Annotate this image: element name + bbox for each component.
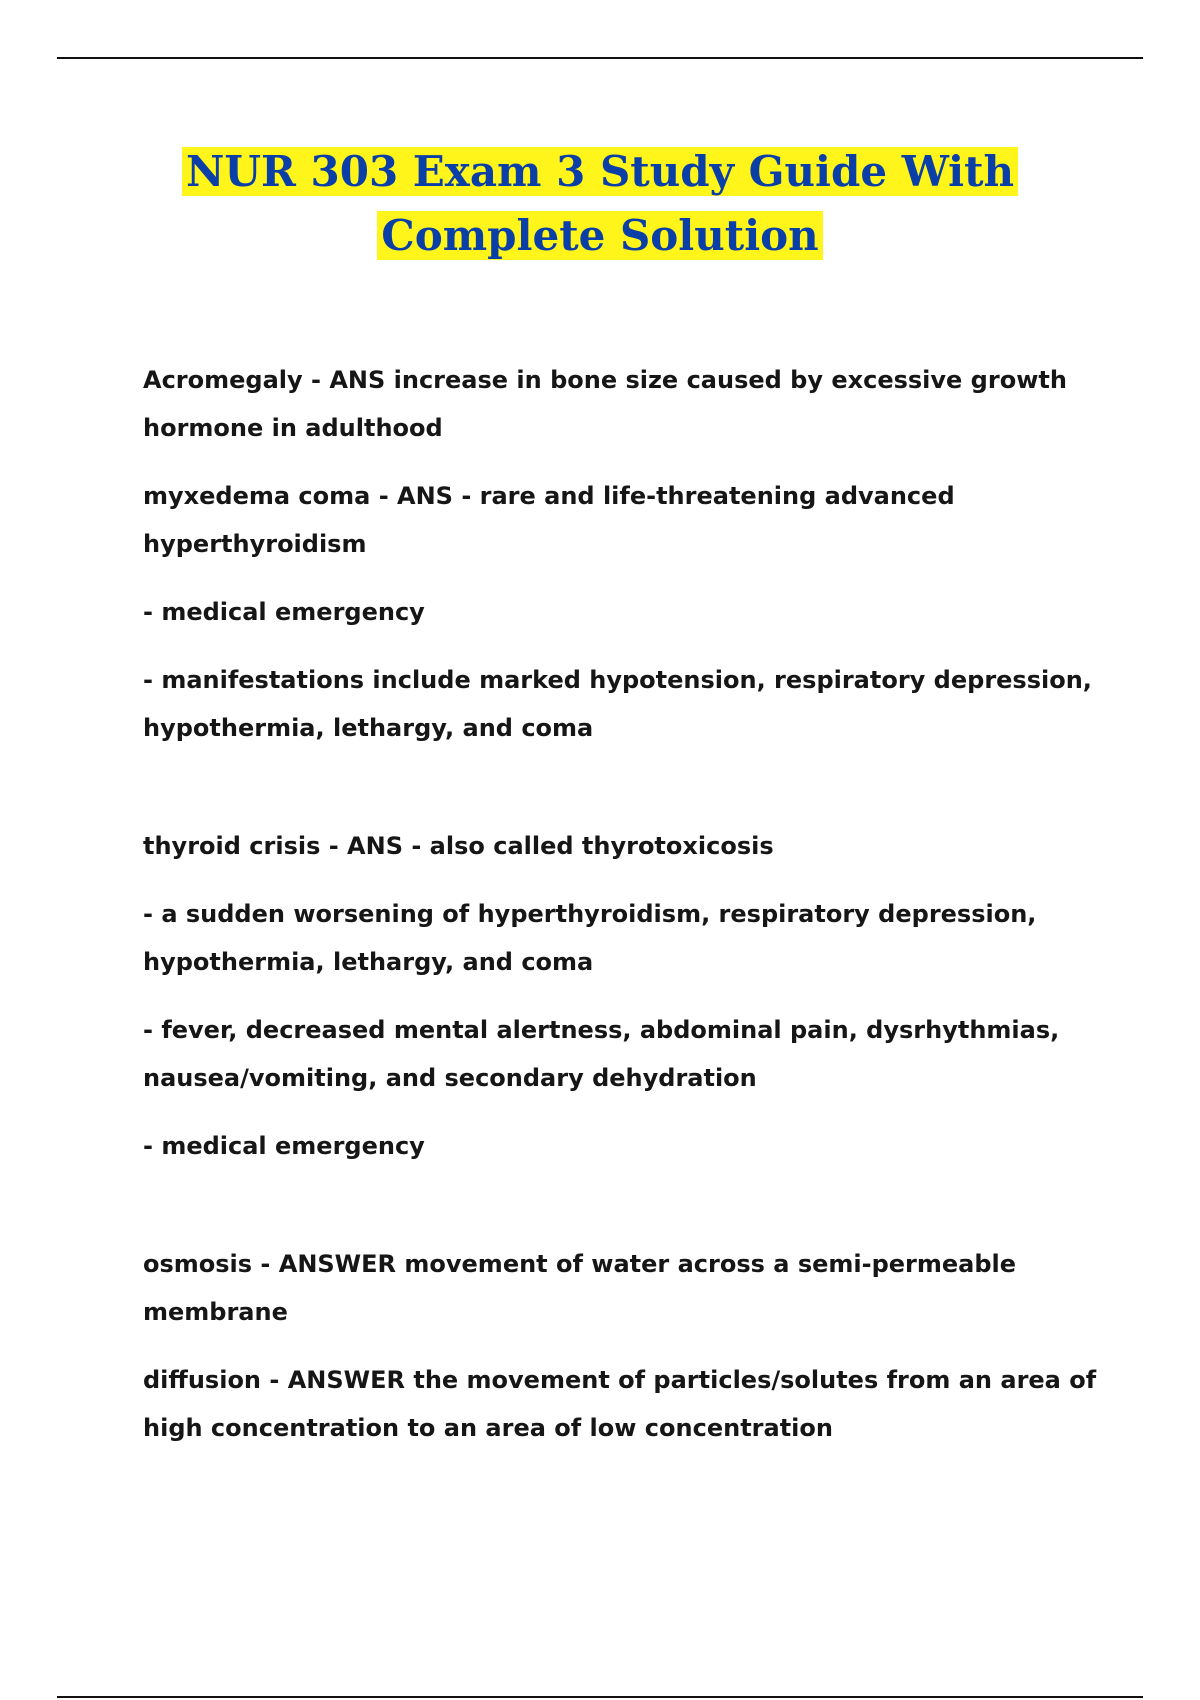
entry-myxedema-note-1: - medical emergency (143, 598, 425, 626)
document-title-line-2: Complete Solution (377, 211, 822, 260)
footer-rule (57, 1696, 1143, 1698)
entry-thyroid-crisis: thyroid crisis - ANS - also called thyrotoxicosis (143, 832, 774, 860)
document-title (100, 140, 1100, 268)
document-title-line-1: NUR 303 Exam 3 Study Guide With (182, 147, 1018, 196)
entry-thyroid-note-3: - medical emergency (143, 1132, 425, 1160)
entry-myxedema-coma: myxedema coma - ANS - rare and life-threatening advanced hyperthyroidism (143, 482, 955, 558)
entry-acromegaly: Acromegaly - ANS increase in bone size caused by excessive growth hormone in adulthood (143, 366, 1067, 442)
entry-myxedema-note-2: - manifestations include marked hypotension, respiratory depression, hypothermia, lethargy, and coma (143, 666, 1092, 742)
entry-osmosis: osmosis - ANSWER movement of water across a semi-permeable membrane (143, 1250, 1017, 1326)
entry-diffusion: diffusion - ANSWER the movement of particles/solutes from an area of high concentration to an area of low concentration (143, 1366, 1097, 1442)
entry-thyroid-note-2: - fever, decreased mental alertness, abdominal pain, dysrhythmias, nausea/vomiting, and secondary dehydration (143, 1016, 1060, 1092)
header-rule (57, 57, 1143, 59)
study-guide-body (143, 356, 1103, 1472)
entry-thyroid-note-1: - a sudden worsening of hyperthyroidism, respiratory depression, hypothermia, lethargy, and coma (143, 900, 1037, 976)
